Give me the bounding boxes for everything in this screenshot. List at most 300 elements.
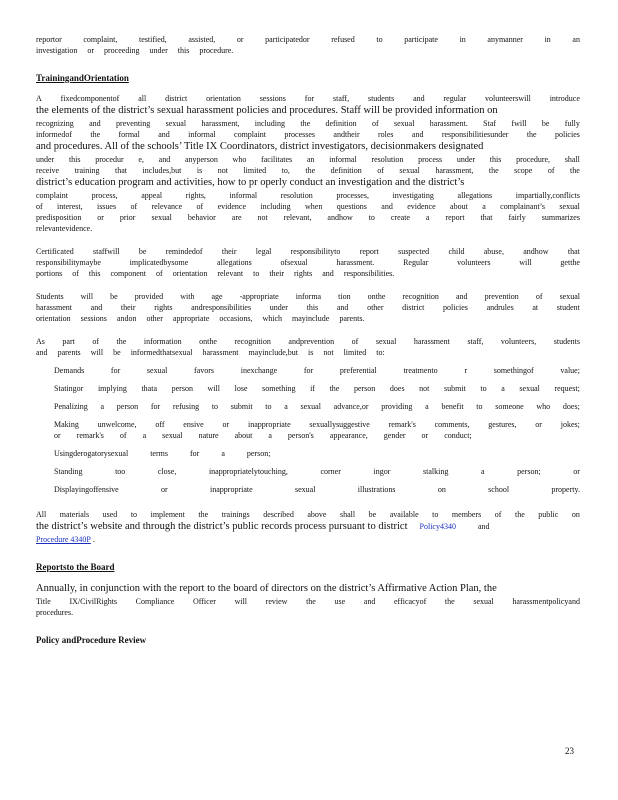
text-line: [36, 582, 580, 596]
word: harassment.: [429, 119, 468, 128]
word: responsibilities.: [343, 269, 395, 278]
word: too: [115, 467, 126, 476]
word: -appropriate: [239, 292, 279, 301]
word: Regular: [403, 258, 429, 267]
word: above: [307, 510, 327, 519]
word: students: [367, 94, 395, 103]
word: to: [376, 35, 383, 44]
word: staff,: [333, 94, 350, 103]
word: the: [444, 597, 455, 606]
word: to,: [281, 166, 290, 175]
word: reportor: [36, 35, 62, 44]
word: complaint,: [83, 35, 118, 44]
word: sexual: [559, 292, 580, 301]
word: of: [196, 202, 204, 211]
word: including: [260, 202, 291, 211]
word: submit: [444, 384, 466, 393]
word: students: [553, 337, 580, 346]
word: for: [110, 366, 121, 375]
word: is: [196, 166, 203, 175]
text-line: [36, 520, 580, 534]
text-line: [36, 34, 580, 45]
word: favors: [194, 366, 215, 375]
word: a: [501, 384, 505, 393]
list-item-text: [54, 466, 580, 477]
word: and: [455, 292, 468, 301]
word: participate: [404, 35, 438, 44]
text-line: [36, 45, 580, 56]
word: informal: [229, 191, 258, 200]
word: a: [284, 402, 288, 411]
word: lose: [234, 384, 248, 393]
word: request;: [554, 384, 580, 393]
word: questions: [336, 202, 367, 211]
word: of: [130, 202, 138, 211]
word: and: [363, 597, 376, 606]
word: and: [381, 202, 393, 211]
word: shall: [340, 510, 356, 519]
procedure-4340p-link[interactable]: Procedure 4340P: [36, 535, 91, 544]
word: under: [36, 155, 55, 164]
word: does: [389, 384, 405, 393]
word: or: [421, 431, 429, 440]
word: on: [571, 510, 580, 519]
word: not: [257, 213, 268, 222]
word: definition: [330, 166, 362, 175]
word: sexual: [146, 366, 168, 375]
word: sexual: [375, 337, 397, 346]
word: a: [221, 449, 225, 458]
word: sexual: [151, 213, 172, 222]
word: component: [110, 269, 147, 278]
word: child: [448, 247, 465, 256]
list-item-text: [54, 365, 580, 376]
word: anyperson: [184, 155, 218, 164]
word: formal: [118, 130, 140, 139]
word: andprevention: [288, 337, 335, 346]
text-line: [36, 140, 580, 154]
word: andtheir: [333, 130, 360, 139]
list-item: [36, 383, 580, 401]
word: Standing: [54, 467, 83, 476]
word: preferential: [339, 366, 377, 375]
word: r: [464, 366, 468, 375]
text-line: [36, 129, 580, 140]
word: of: [351, 337, 359, 346]
word: of: [371, 119, 379, 128]
word: recognition: [402, 292, 439, 301]
word: relevance: [151, 202, 183, 211]
word: at: [532, 303, 539, 312]
word: does;: [562, 402, 580, 411]
word: Penalizing: [54, 402, 88, 411]
word: conduct;: [444, 431, 472, 440]
word: getthe: [560, 258, 580, 267]
page-number: 23: [565, 746, 574, 756]
word: occasions,: [219, 314, 253, 323]
word: a: [425, 213, 430, 222]
word: andrules: [486, 303, 514, 312]
word: for: [150, 402, 161, 411]
word: harassmentpolicyand: [512, 597, 580, 606]
word: refusing: [172, 402, 200, 411]
word: not: [217, 166, 228, 175]
word: an: [572, 35, 580, 44]
word: information: [143, 337, 182, 346]
word: complainant’s: [500, 202, 546, 211]
word: A: [36, 94, 42, 103]
word: that: [567, 247, 580, 256]
word: efficacyof: [394, 597, 427, 606]
word: or: [535, 420, 542, 429]
word: rights: [294, 269, 313, 278]
word: comments,: [434, 420, 470, 429]
word: the: [306, 597, 316, 606]
word: investigating: [392, 191, 434, 200]
word: implicatedbysome: [129, 258, 189, 267]
word: be: [113, 348, 121, 357]
word: of: [535, 292, 543, 301]
word: to: [368, 213, 375, 222]
word: a: [142, 431, 147, 440]
word: sexual: [559, 202, 580, 211]
word: of: [547, 166, 555, 175]
word: this: [177, 46, 190, 55]
word: informedthatsexual: [130, 348, 193, 357]
word: onthe: [367, 292, 386, 301]
word: limited: [243, 166, 267, 175]
word: person;: [246, 449, 271, 458]
word: Usingderogatorysexual: [54, 449, 129, 458]
training-paragraph: [36, 93, 580, 234]
list-item-text: [54, 419, 580, 448]
word: described: [263, 510, 294, 519]
text-line: [36, 291, 580, 302]
word: to:: [376, 348, 385, 357]
text-line: [36, 176, 580, 190]
word: complaint: [234, 130, 267, 139]
word: resolution: [280, 191, 313, 200]
word: and: [90, 303, 103, 312]
word: remark's: [388, 420, 416, 429]
word: mayinclude,but: [248, 348, 298, 357]
word: of: [377, 166, 384, 175]
and-text: and: [477, 522, 490, 531]
word: allegations: [217, 258, 252, 267]
word: relevantevidence.: [36, 224, 93, 233]
word: staff,: [467, 337, 484, 346]
word: legal: [255, 247, 272, 256]
word: IX/CivilRights: [69, 597, 118, 606]
word: not: [323, 348, 334, 357]
word: or: [236, 35, 244, 44]
word: includes,but: [142, 166, 182, 175]
word: or: [97, 213, 104, 222]
word: a: [480, 467, 485, 476]
word: Title: [36, 597, 51, 606]
word: Certificated: [36, 247, 74, 256]
word: or: [54, 431, 61, 440]
word: process: [418, 155, 443, 164]
word: rights,: [185, 191, 206, 200]
word: shall: [564, 155, 580, 164]
word: responsibilityto: [290, 247, 341, 256]
word: terms: [150, 449, 168, 458]
word: for: [304, 94, 315, 103]
word: use: [334, 597, 346, 606]
word: assisted,: [188, 35, 216, 44]
word: the: [305, 166, 316, 175]
word: a: [482, 202, 486, 211]
word: value;: [560, 366, 580, 375]
word: preventing: [116, 119, 151, 128]
word: something: [262, 384, 296, 393]
word: andon: [116, 314, 137, 323]
word: create: [390, 213, 410, 222]
word: when: [304, 202, 323, 211]
text-line: [36, 347, 580, 358]
word: interest,: [57, 202, 83, 211]
word: Students: [36, 292, 64, 301]
word: allegations: [457, 191, 493, 200]
word: facilitates: [261, 155, 293, 164]
word: this: [489, 155, 502, 164]
word: training: [74, 166, 100, 175]
training-heading: TrainingandOrientation: [36, 73, 129, 83]
word: materials: [59, 510, 90, 519]
word: harassment: [202, 348, 239, 357]
training-materials-paragraph: [36, 509, 580, 545]
word: appearance,: [329, 431, 368, 440]
word: and: [36, 348, 48, 357]
word: appropriate: [172, 314, 210, 323]
word: or: [222, 420, 230, 429]
word: a: [268, 431, 272, 440]
word: are: [231, 213, 242, 222]
text-line: [36, 154, 580, 165]
document-page: [36, 34, 580, 648]
word: Displayingoffensive: [54, 485, 119, 494]
word: someone: [495, 402, 524, 411]
word: staffwill: [93, 247, 120, 256]
word: harassment: [36, 303, 72, 312]
word: process,: [91, 191, 118, 200]
word: harassment.: [336, 258, 375, 267]
period-text: .: [92, 535, 95, 544]
word: to: [253, 269, 260, 278]
word: a: [100, 402, 105, 411]
word: evidence: [407, 202, 436, 211]
list-item-text: [54, 484, 580, 495]
word: investigation: [36, 46, 78, 55]
word: on: [437, 485, 446, 494]
word: be: [110, 292, 118, 301]
word: is: [308, 348, 314, 357]
word: resolution: [371, 155, 404, 164]
text-line: [36, 302, 580, 313]
word: part: [62, 337, 75, 346]
word: and: [413, 94, 425, 103]
word: person;: [517, 467, 541, 476]
word: who: [536, 402, 551, 411]
word: stalking: [422, 467, 449, 476]
word: to: [480, 384, 487, 393]
word: for: [189, 449, 200, 458]
list-item-text: [54, 383, 580, 394]
word: processes,: [336, 191, 369, 200]
word: harassment,: [435, 166, 474, 175]
policy-4340-link[interactable]: Policy4340: [419, 522, 456, 531]
word: report: [359, 247, 379, 256]
word: sexual: [165, 119, 187, 128]
word: ensive: [183, 420, 204, 429]
word: procedur: [95, 155, 124, 164]
word: remindedof: [165, 247, 203, 256]
word: orientation: [206, 94, 241, 103]
word: which: [262, 314, 282, 323]
word: district: [165, 94, 188, 103]
word: report: [445, 213, 465, 222]
line-text: and procedures. All of the schools’ Title IX Coordinators, district investigators, decisionmakers designated: [36, 141, 484, 152]
word: impartially,conflicts: [515, 191, 580, 200]
word: Compliance: [135, 597, 175, 606]
word: jokes;: [560, 420, 580, 429]
word: tion: [338, 292, 351, 301]
word: members: [451, 510, 482, 519]
word: about: [450, 202, 468, 211]
word: summarizes: [541, 213, 580, 222]
text-line: [36, 212, 580, 223]
word: under: [149, 46, 168, 55]
word: parents.: [339, 314, 365, 323]
harassment-examples-list: [36, 365, 580, 502]
word: their: [221, 247, 237, 256]
word: Making: [54, 420, 79, 429]
intro-paragraph: [36, 34, 580, 56]
word: will: [90, 348, 104, 357]
word: Staf: [483, 119, 497, 128]
word: gender: [383, 431, 406, 440]
word: of: [119, 431, 127, 440]
word: fwill: [511, 119, 527, 128]
text-line: [36, 268, 580, 279]
text-line: [36, 596, 580, 607]
word: and: [322, 269, 334, 278]
word: andresponsibilities: [191, 303, 252, 312]
word: anymanner: [487, 35, 523, 44]
word: about: [234, 431, 253, 440]
word: sexual: [295, 485, 316, 494]
word: harassment,: [201, 119, 240, 128]
word: their: [269, 269, 285, 278]
word: As: [36, 337, 45, 346]
word: an: [306, 155, 315, 164]
word: or: [573, 467, 580, 476]
information-paragraph: [36, 336, 580, 358]
word: available: [389, 510, 419, 519]
word: recognition: [234, 337, 271, 346]
word: prevention: [484, 292, 519, 301]
word: policies: [443, 303, 468, 312]
word: All: [36, 510, 47, 519]
word: treatmento: [403, 366, 438, 375]
word: who: [232, 155, 247, 164]
word: orientation: [172, 269, 208, 278]
word: to: [265, 402, 272, 411]
paragraph-text: procedures.: [36, 608, 74, 617]
word: implement: [150, 510, 185, 519]
word: to: [211, 402, 219, 411]
word: that: [480, 213, 493, 222]
word: informa: [295, 292, 322, 301]
word: responsibilitymaybe: [36, 258, 101, 267]
list-item-text: [54, 401, 580, 412]
word: the: [514, 510, 525, 519]
word: sessions: [259, 94, 286, 103]
word: sexual: [300, 402, 321, 411]
word: fairly: [508, 213, 526, 222]
word: portions: [36, 269, 63, 278]
word: ingor: [373, 467, 391, 476]
word: school: [488, 485, 510, 494]
word: sexual: [162, 431, 183, 440]
list-item: [36, 419, 580, 448]
text-line: [36, 534, 580, 545]
word: person: [353, 384, 376, 393]
word: including: [254, 119, 285, 128]
word: procedure,: [516, 155, 551, 164]
word: inappropriate: [210, 485, 253, 494]
word: will: [519, 258, 532, 267]
word: other: [367, 303, 384, 312]
students-paragraph: [36, 291, 580, 324]
word: refused: [331, 35, 355, 44]
word: harassment: [413, 337, 450, 346]
word: not: [419, 384, 430, 393]
word: issues: [96, 202, 117, 211]
word: participatedor: [265, 35, 310, 44]
word: the: [488, 166, 499, 175]
word: the: [300, 119, 311, 128]
word: fully: [564, 119, 580, 128]
text-line: [36, 246, 580, 257]
word: rights: [154, 303, 173, 312]
word: will: [207, 384, 220, 393]
text-line: [36, 257, 580, 268]
word: illustrations: [357, 485, 396, 494]
word: and: [158, 155, 171, 164]
text-line: [36, 190, 580, 201]
word: be: [138, 247, 147, 256]
word: scope: [514, 166, 533, 175]
word: a: [425, 402, 429, 411]
word: corner: [320, 467, 341, 476]
list-item: [36, 401, 580, 419]
word: testified,: [138, 35, 167, 44]
text-line: [36, 509, 580, 520]
word: this: [88, 269, 101, 278]
word: andhow: [523, 247, 549, 256]
word: the: [116, 337, 127, 346]
word: and: [158, 130, 170, 139]
word: be: [541, 119, 550, 128]
word: behavior: [187, 213, 216, 222]
word: informal: [188, 130, 216, 139]
word: the: [90, 130, 101, 139]
paragraph-text: the district’s website and through the district’s public records process pursuant to district: [36, 521, 408, 532]
word: sexuallysuggestive: [309, 420, 370, 429]
word: sexual: [394, 119, 415, 128]
